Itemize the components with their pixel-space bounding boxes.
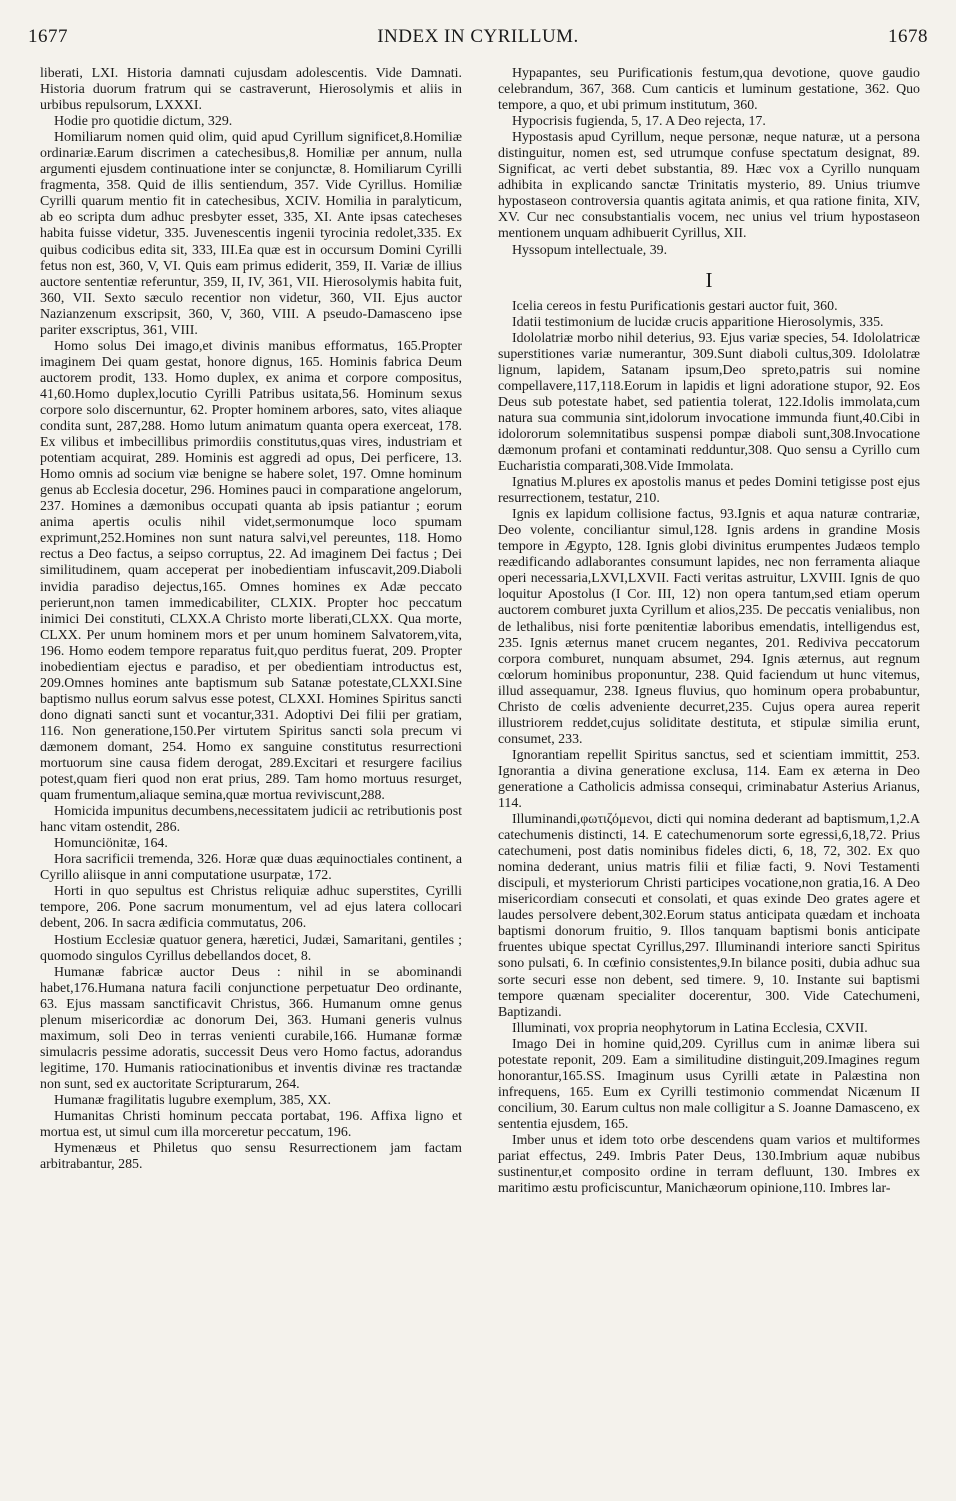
section-letter-heading: I — [705, 267, 713, 292]
index-entry: Hypocrisis fugienda, 5, 17. A Deo rejecta, 17. — [512, 114, 766, 130]
column-number-right: 1678 — [888, 26, 928, 47]
index-entry: Hypapantes, seu Purificationis festum,qua devotione, quove gaudio celebrandum, 367, 368. Cum canticis et luminum gestatione, 362. Quo tempore, a quo, et ubi primum institutum, 360. — [498, 66, 920, 114]
column-number-left: 1677 — [28, 26, 68, 47]
index-entry: Humanæ fabricæ auctor Deus : nihil in se abominandi habet,176.Humana natura facili conjunctione perpetuatur Deo ordinante, 63. Ejus massam sanctificavit Christus, 366. Humanum omne genus plenum misericordiæ ac donorum Dei, 363. Humani generis vulnus maximum, soli Deo in terras venienti curabile,166. Humanæ formæ simulacris pessime adoratis, successit Deus vero Homo factus, adorandus legitime, 170. Humanis ratiocinationibus et inventis divinæ res tractandæ non sunt, sed ex auctoritate Scripturarum, 264. — [40, 964, 462, 1092]
index-entry: Humanitas Christi hominum peccata portabat, 196. Affixa ligno et mortua est, ut simul cum illa morceretur peccatum, 196. — [40, 1109, 462, 1141]
right-column — [498, 66, 920, 1491]
index-entry: Ignatius M.plures ex apostolis manus et pedes Domini tetigisse post ejus resurrectionem, testatur, 210. — [498, 475, 920, 507]
text-columns — [40, 66, 920, 1491]
index-entry: Hora sacrificii tremenda, 326. Horæ quæ duas æquinoctiales continent, a Cyrillo aliisque in anni computatione usurpatæ, 172. — [40, 852, 462, 884]
index-entry: Imago Dei in homine quid,209. Cyrillus cum in animæ libera sui potestate reponit, 209. Eam a similitudine distinguit,209.Imagines regum honorantur,165.SS. Imaginum usus Cyrilli ætate in Palæstina non infrequens, 165. Eum ex Cyrilli testimonio commendat Nicænum II concilium, 30. Earum cultus non male colligitur a S. Joanne Damasceno, ex sententia ejusdem, 165. — [498, 1036, 920, 1132]
index-entry: Imber unus et idem toto orbe descendens quam varios et multiformes pariat effectus, 249. Imbris Pater Deus, 130.Imbrium aquæ nubibus sustinentur,et composito ordine in terram defluunt, 130. Imbres ex maritimo æstu proficiscuntur, Manichæorum opinione,110. Imbres lar- — [498, 1133, 920, 1197]
index-entry: Hyssopum intellectuale, 39. — [512, 242, 668, 258]
index-entry: Icelia cereos in festu Purificationis gestari auctor fuit, 360. — [512, 298, 838, 314]
index-entry: Hymenæus et Philetus quo sensu Resurrectionem jam factam arbitrabantur, 285. — [40, 1141, 462, 1173]
index-entry: Ignorantiam repellit Spiritus sanctus, sed et scientiam immittit, 253. Ignorantia a divina generatione exclusa, 114. Eam ex æterna in Deo generatione a Catholicis admissa consequi, criminabatur Asterius Arianus, 114. — [498, 747, 920, 812]
index-entry: Horti in quo sepultus est Christus reliquiæ adhuc superstites, Cyrilli tempore, 206. Pone sacrum monumentum, vel ad ejus latera collocari debent, 206. In sacra ædificia commutatus, 206. — [40, 884, 462, 932]
index-entry: Hypostasis apud Cyrillum, neque personæ, neque naturæ, ut a persona distinguitur, nomen est, sed utrumque confuse spectatum designat, 89. Significat, ac verti debet substantia, 89. Hæc vox a Cyrillo nunquam adhibita in explicando sanctæ Trinitatis mysterio, 89. Unius triumve hypostaseon controversia quantis agitata animis, et qua ratione finita, XIV, XV. Cur nec consubstantialis vocem, nec unius vel trium hypostaseon mentionem unquam adhibuerit Cyrillus, XII. — [498, 130, 920, 242]
index-entry: Homo solus Dei imago,et divinis manibus efformatus, 165.Propter imaginem Dei quam gestat, honore dignus, 165. Hominis fabrica Deum auctorem prodit, 133. Homo duplex, ex anima et corpore compositus, 41,60.Homo duplex,locutio Cyrilli Patribus usitata,56. Hominum sexus corpore solo discernuntur, 62. Propter hominem arbores, sato, vites aliaque condita sunt, 287,288. Homo lutum animatum quanta opera exerceat, 178. Ex vilibus et imbecillibus primordiis constitutus,quas vires, industriam et potentiam acquirat, 289. Hominis est aggredi ad opus, Dei perficere, 13. Homo omnis ad socium viæ benigne se habere solet, 197. Omne hominum genus ab Ecclesia docetur, 296. Homines pauci in comparatione angelorum, 237. Homines a dæmonibus occupati quanta ab ipsis patiantur ; eorum anima apertis oculis nihil videt,sermonumque loco spumam exprimunt,252.Homines non sunt natura salvi,vel pereuntes, 118. Homo rectus a Deo factus, a seipso corruptus, 22. Ad imaginem Dei factus ; Dei similitudinem, quam acceperat per inobedientiam infuscavit,209.Diaboli invidia paradiso dejectus,165. Omnes homines ex Adæ peccato perierunt,non tamen immedicabiliter, CLXIX. Propter hoc peccatum inimici Dei constituti, CLXX.A Christo morte liberati,CLXX. Qua morte, CLXX. Per unum hominem mors et per unum hominem Salvatorem,vita, 196. Homo eodem tempore reparatus fuit,quo perditus fuerat, 209. Propter inobedientiam ejectus e paradiso, et per obedientiam introductus est, 209.Omnes homines ante baptismum sub Satanæ potestate,CLXXI.Sine baptismo nullus eorum salvus esse potest, CLXXI. Homines Spiritus sancti dono dignati sancti sunt et vocantur,331. Adoptivi Dei filii per gratiam, 116. Non generatione,150.Per virtutem Spiritus sancti sola precum vi dæmonem domant, 254. Homo ex sanguine constitutus resurrectioni mortuorum sine causa fidem derogat, 289.Excitari et resurgere facilius potest,quam fieri quod non erat prius, 289. Tam homo mortuus resurget, quam frumentum,aliaque semina,quæ mortua reviviscunt,288. — [40, 338, 462, 804]
index-entry: Illuminandi,φωτιζόμενοι, dicti qui nomina dederant ad baptismum,1,2.A catechumenis distincti, 14. E catechumenorum sorte egressi,6,18,72. Prius catechumeni, post datis nominibus fideles dicti, 6, 18, 72, 302. Ex quo nomina dederant, unius matris filii et filiæ facti, 9. Novi Testamenti discipuli, et mysteriorum Christi participes vocatione,non gratia,16. A Deo misericordiam consecuti et consolati, et quas exinde Deo grates agere et laudes persolvere debent,302.Eorum status anticipata quædam et inchoata baptismi donorum fruitio, 9. Illos tanquam baptismi bonis anticipate fruentes ubique spectat Cyrillus,297. Illuminandi interiore sancti Spiritus sono pulsati, 6. In cœfinio consistentes,9.In bilance positi, dubia adhuc sua sorte securi esse non debent, sed timere. 9, 10. Instante sui baptismi tempore quænam specialiter docerentur, 300. Vide Catechumeni, Baptizandi. — [498, 812, 920, 1020]
index-entry: Hostium Ecclesiæ quatuor genera, hæretici, Judæi, Samaritani, gentiles ; quomodo singulos Cyrillus debellandos docet, 8. — [40, 932, 462, 964]
page-header — [28, 26, 928, 56]
index-entry: Idatii testimonium de lucidæ crucis apparitione Hierosolymis, 335. — [512, 314, 884, 330]
index-entry: Illuminati, vox propria neophytorum in Latina Ecclesia, CXVII. — [512, 1020, 868, 1036]
index-entry: Homiliarum nomen quid olim, quid apud Cyrillum significet,8.Homiliæ ordinariæ.Earum discrimen a catechesibus,8. Homiliæ per annum, nulla argumenti ejusdem continuatione inter se conjunctæ, 8. Homiliarum Cyrilli fragmenta, 358. Quid de illis sentiendum, 357. Vide Cyrillus. Homiliæ Cyrilli quarum mentio fit in catechesibus, XCIV. Homilia in paralyticum, ab eo scripta dum adhuc presbyter esset, 335, XI. Ante ipsas catecheses habita fuisse videtur, 335. Juvenescentis ingenii tyrocinia redolet,335. Ex quibus codicibus edita sit, 333, III.Ea quæ est in occursum Domini Cyrilli fetus non est, 360, V, VI. Quis eam primus ediderit, 359, II. Variæ de illius auctore sententiæ referuntur, 359, II, IV, 361, VII. Hierosolymis habita fuit, 360, VII. Sexto sæculo recentior non videtur, 360, VII. Ejus auctor Nazianzenum exscripsit, 360, V, 360, VIII. A pseudo-Damasceno ipse pariter exscriptus, 361, VIII. — [40, 130, 462, 338]
index-entry: Humanæ fragilitatis lugubre exemplum, 385, XX. — [54, 1093, 331, 1108]
left-column — [40, 66, 462, 1491]
index-entry: Homunciönitæ, 164. — [54, 836, 168, 852]
index-entry: liberati, LXI. Historia damnati cujusdam adolescentis. Vide Damnati. Historia duorum fratrum qui se castraverunt, Hierosolymis et aliis in urbibus repulsorum, LXXXI. — [40, 66, 462, 114]
index-entry: Ignis ex lapidum collisione factus, 93.Ignis et aqua naturæ contrariæ, Deo volente, conciliantur simul,128. Ignis ardens in grandine Mosis tempore in Ægypto, 128. Ignis globi divinitus erumpentes Judæos templo reædificando adlaborantes consumunt lapides, nec non ferramenta aliaque operi necessaria,LXVI,LXVII. Facti veritas astruitur, LXVIII. Ignis de quo loquitur Apostolus (I Cor. III, 12) non opera tantum,sed etiam operum auctorem comburet juxta Cyrillum et alios,235. De peccatis venialibus, non de lethalibus, nisi forte pœnitentiæ laboribus emendatis, intelligendus est, 235. Ignis æternus manet crucem negantes, 201. Rediviva peccatorum corpora comburet, nunquam absumet, 294. Ignis æternus, aut regnum cœlorum hominibus proponuntur, 238. Quid faciendum ut hunc vitemus, illud assequamur, 238. Igneus fluvius, quo hominum opera probabuntur, Christo de cœlis adveniente decurret,235. Cujus opera aurea reperit illustriorem reddet,cujus soliditate destituta, et stipulæ similia erunt, consumet, 233. — [498, 507, 920, 747]
index-entry: Hodie pro quotidie dictum, 329. — [54, 114, 233, 130]
index-entry: Idololatriæ morbo nihil deterius, 93. Ejus variæ species, 54. Idololatricæ superstitiones variæ numerantur, 309.Sunt diaboli cultus,309. Idololatræ lignum, lapidem, Satanam ipsum,Deo spreto,patris sui nomine compellavere,117,118.Eorum in lapidis et ligni adoratione stupor, 92. Eos Deus sub potestate habet, sed patientia tolerat, 122.Idolis immolata,cum natura sua communia sint,idolorum invocatione immunda fiunt,40.Cibi in idolororum solemnitatibus suspensi pompæ diaboli sunt,308.Invocatione dæmonum profani et contaminati redduntur,308. Quo sensu a Cyrillo cum Eucharistia comparati,308.Vide Immolata. — [498, 330, 920, 475]
page-title: INDEX IN CYRILLUM. — [377, 26, 579, 47]
index-entry: Homicida impunitus decumbens,necessitatem judicii ac retributionis post hanc vitam ostendit, 286. — [40, 804, 462, 836]
